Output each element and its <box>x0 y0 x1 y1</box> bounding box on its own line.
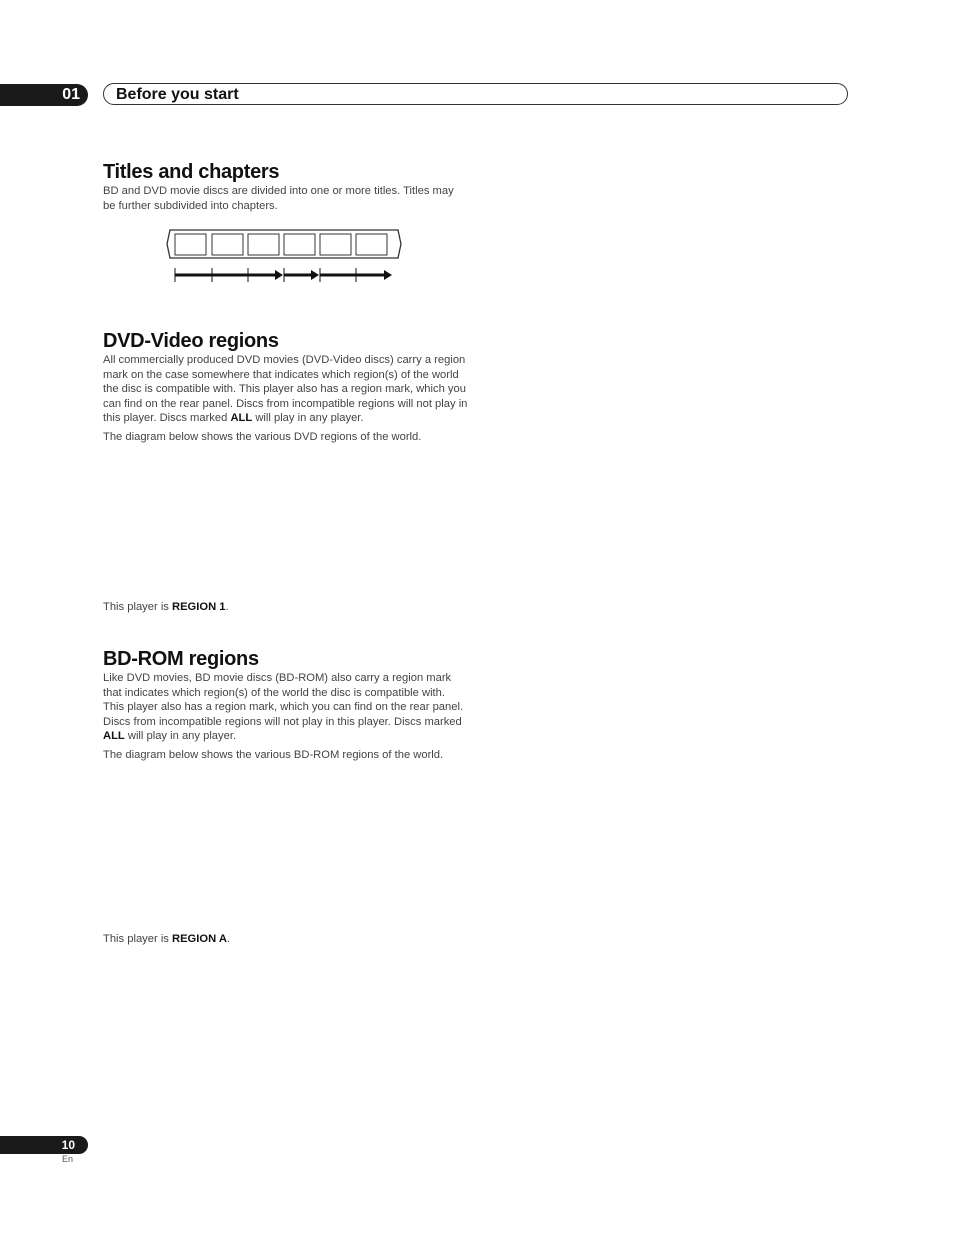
chapter-block <box>284 234 315 255</box>
bd-regions-body: Like DVD movies, BD movie discs (BD-ROM) also carry a region mark that indicates which region(s) of the world the disc is compatible with. This player also has a region mark, which you can find on the rear panel. Discs from incompatible regions will not play in this player. Discs marked ALL will play in any player. <box>103 672 464 743</box>
titles-chapters-heading: Titles and chapters <box>103 161 280 183</box>
titles-chapters-section <box>103 160 469 213</box>
page-number: 10 <box>61 1138 75 1152</box>
dvd-player-region: This player is REGION 1. <box>103 601 229 613</box>
chapter-tab <box>0 84 88 106</box>
bd-regions-heading: BD-ROM regions <box>103 648 259 670</box>
section-header <box>103 83 848 105</box>
dvd-diagram-caption: The diagram below shows the various DVD regions of the world. <box>103 430 422 443</box>
bd-player-region: This player is REGION A. <box>103 933 231 945</box>
dvd-regions-heading: DVD-Video regions <box>103 330 279 352</box>
bd-diagram-caption: The diagram below shows the various BD-ROM regions of the world. <box>103 748 444 761</box>
bd-regions-section <box>103 647 469 763</box>
dvd-region-value: REGION 1 <box>172 601 226 613</box>
chapter-number: 01 <box>62 86 80 103</box>
chapter-block <box>175 234 206 255</box>
section-title: Before you start <box>116 86 239 103</box>
page-language: En <box>62 1154 74 1164</box>
chapter-block <box>212 234 243 255</box>
chapter-block <box>356 234 387 255</box>
arrow-head <box>384 270 392 280</box>
page-number-tab <box>0 1136 88 1154</box>
arrow-head <box>275 270 283 280</box>
chapter-block <box>248 234 279 255</box>
titles-chapters-body: BD and DVD movie discs are divided into one or more titles. Titles may be further subdivided into chapters. <box>103 185 454 212</box>
dvd-regions-section <box>103 329 469 445</box>
bd-region-value: REGION A <box>172 933 227 945</box>
titles-chapters-diagram <box>165 228 405 284</box>
dvd-regions-body: All commercially produced DVD movies (DVD-Video discs) carry a region mark on the case somewhere that indicates which region(s) of the world the disc is compatible with. This player also has a region mark, which you can find on the rear panel. Discs from incompatible regions will not play in this player. Discs marked ALL will play in any player. <box>103 354 468 425</box>
chapter-block <box>320 234 351 255</box>
arrow-head <box>311 270 319 280</box>
